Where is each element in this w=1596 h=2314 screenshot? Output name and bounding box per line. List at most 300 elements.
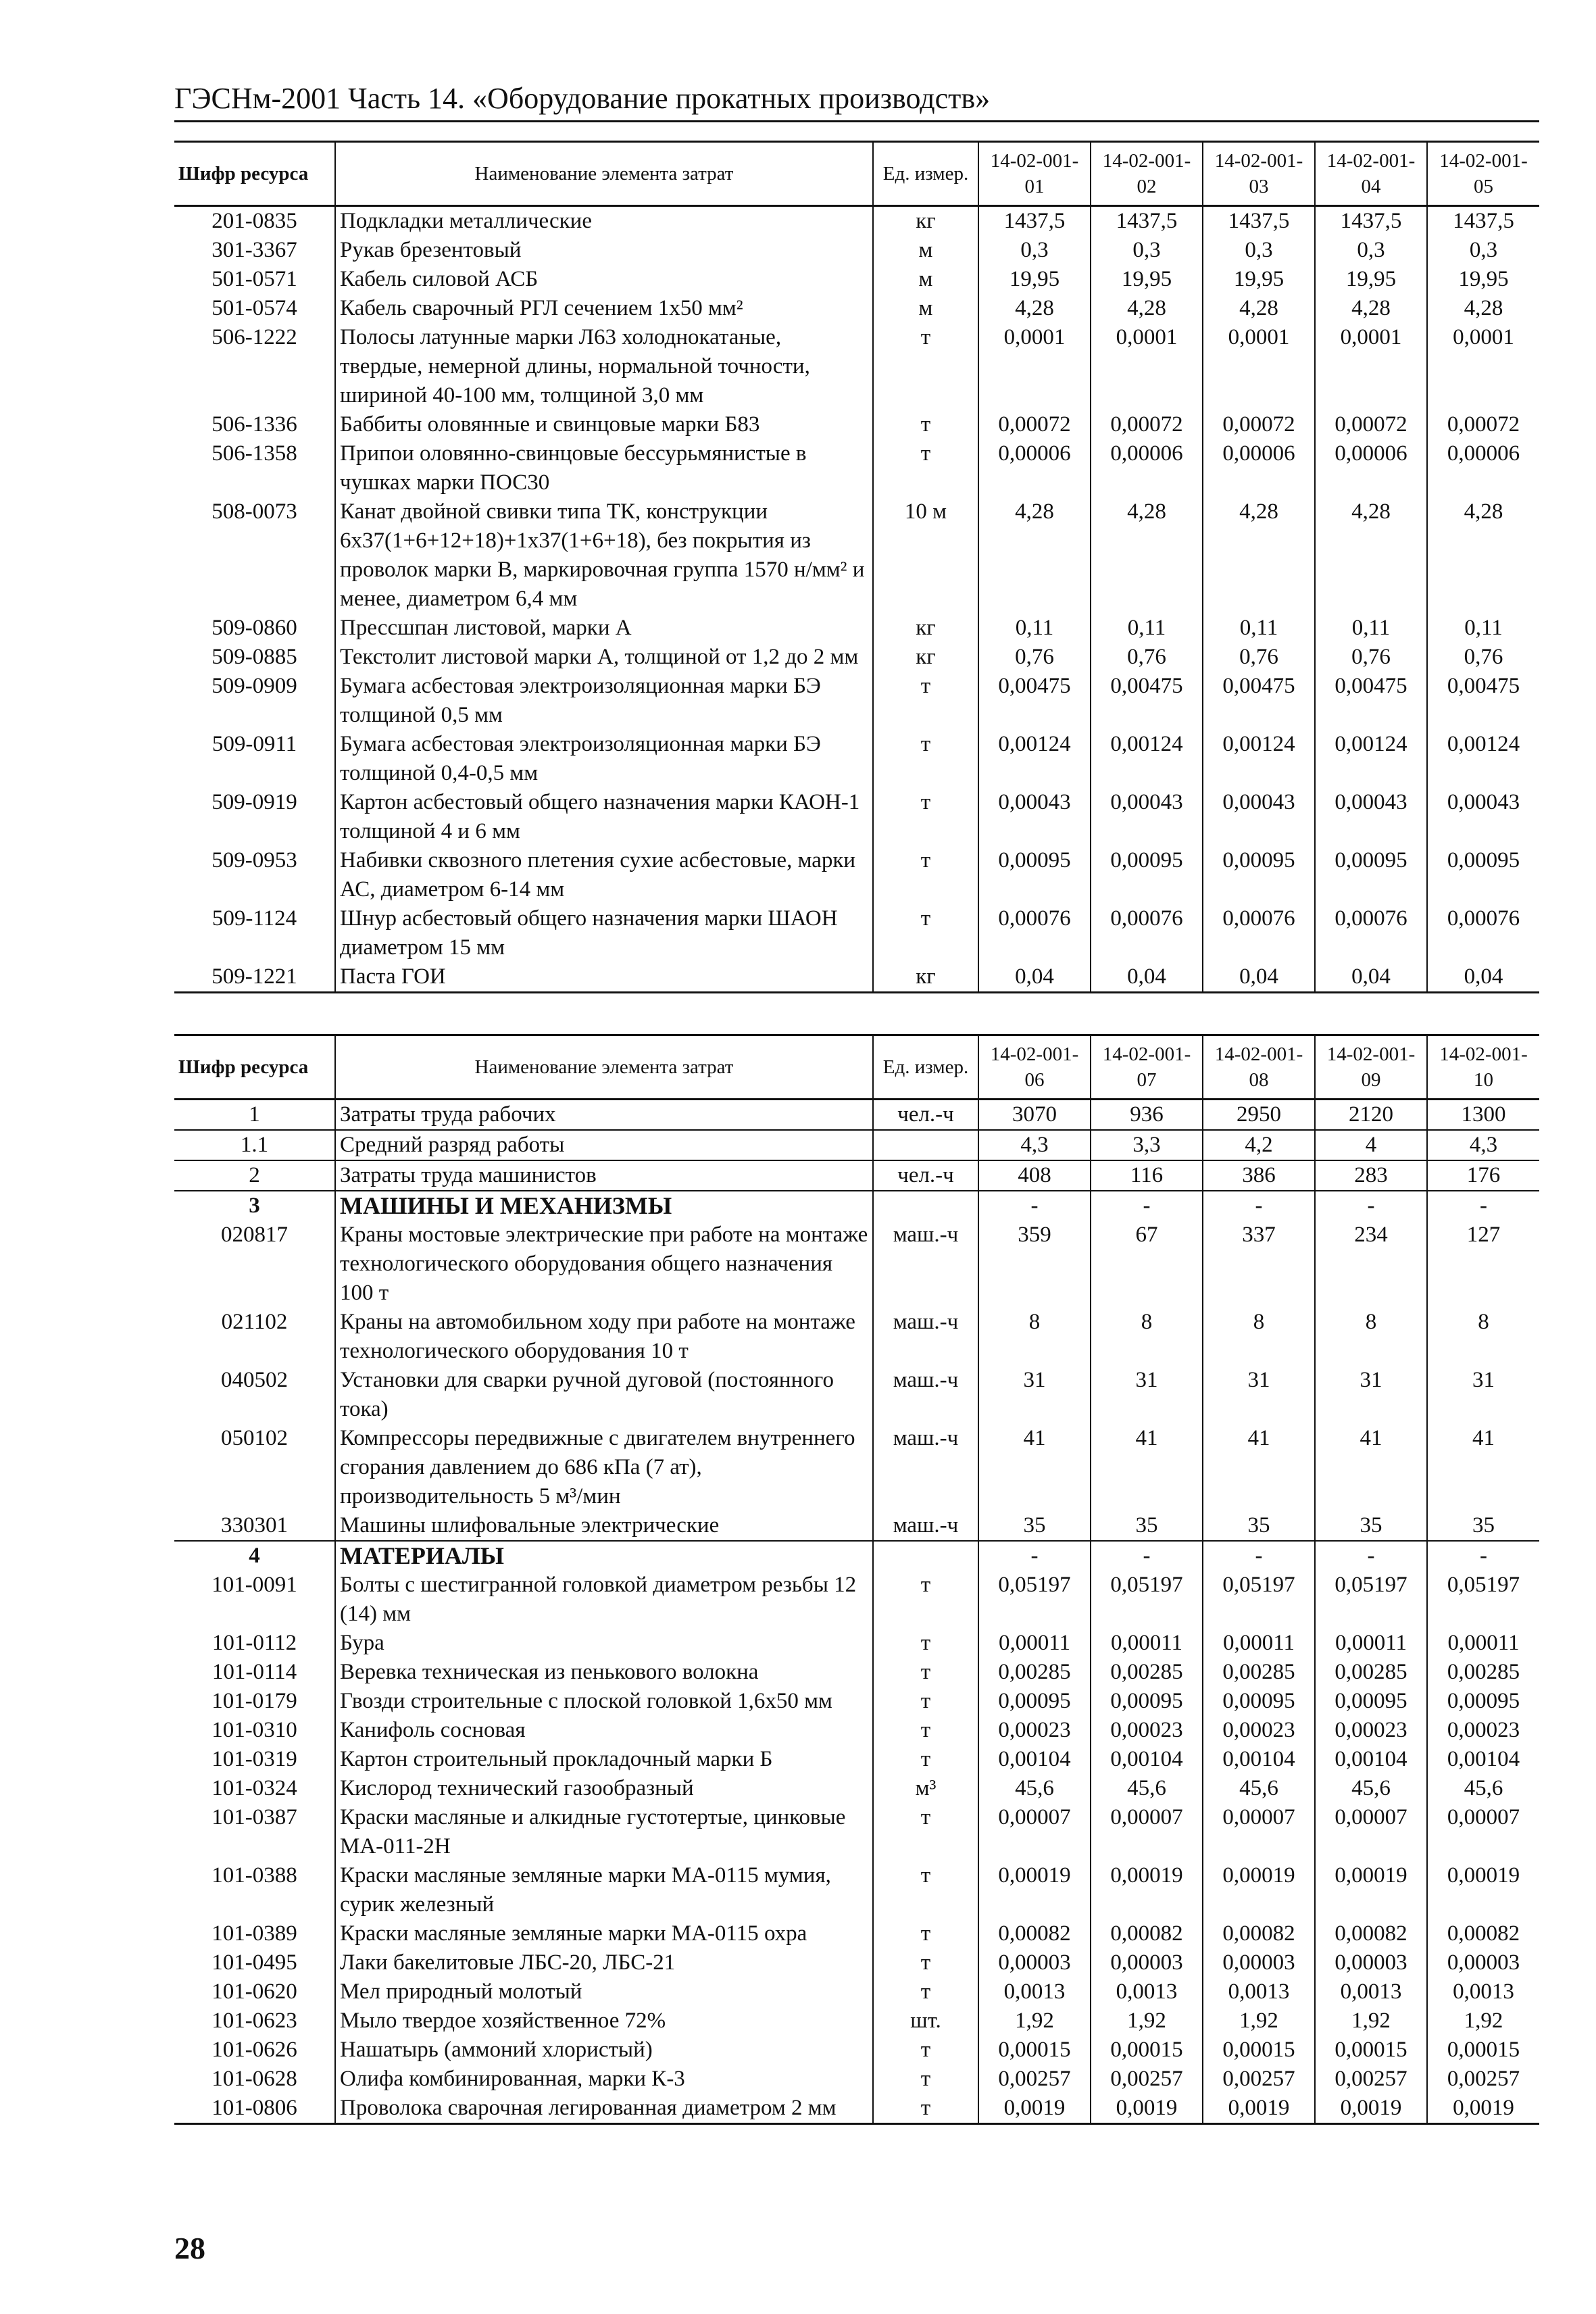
norm-value: 0,05197 <box>1203 1571 1315 1629</box>
resource-code: 506-1358 <box>211 441 297 466</box>
resource-code: 501-0571 <box>211 267 297 291</box>
table-row <box>174 1424 1539 1511</box>
column-header-name: Наименование элемента затрат <box>335 142 873 206</box>
resource-unit: т <box>873 1571 978 1629</box>
resource-code: 101-0387 <box>211 1805 297 1829</box>
norm-value: 0,0019 <box>1315 2094 1427 2124</box>
resource-unit: м³ <box>873 1774 978 1803</box>
norm-value: 8 <box>1203 1308 1315 1366</box>
resource-unit: кг <box>873 962 978 993</box>
norm-value: 4,3 <box>1427 1130 1539 1160</box>
norm-value: 19,95 <box>1315 265 1427 294</box>
norm-value: - <box>1091 1191 1203 1221</box>
norm-value: 0,00257 <box>1203 2065 1315 2094</box>
norm-value: 8 <box>1091 1308 1203 1366</box>
norm-value: 0,00475 <box>1203 672 1315 730</box>
table-row <box>174 236 1539 265</box>
resource-name: Картон асбестовый общего назначения марки КАОН-1 толщиной 4 и 6 мм <box>335 788 873 846</box>
norm-value: 0,00082 <box>1203 1919 1315 1948</box>
norm-value: 1437,5 <box>1091 206 1203 237</box>
resource-name: Краны на автомобильном ходу при работе на монтаже технологического оборудования 10 т <box>335 1308 873 1366</box>
section-row <box>174 1541 1539 1571</box>
resource-name: Краны мостовые электрические при работе на монтаже технологического оборудования общего назначения 100 т <box>335 1221 873 1308</box>
resource-unit: кг <box>873 206 978 237</box>
norm-value: 0,00003 <box>1427 1948 1539 1977</box>
norm-value: 0,00095 <box>1091 846 1203 904</box>
resource-unit: т <box>873 2094 978 2124</box>
norm-value: 0,00285 <box>1315 1658 1427 1687</box>
resource-code: 050102 <box>221 1426 288 1450</box>
norm-value: 0,00015 <box>1427 2036 1539 2065</box>
norm-value: 0,05197 <box>1315 1571 1427 1629</box>
norm-value: 0,00076 <box>978 904 1091 962</box>
resource-code: 101-0319 <box>211 1747 297 1771</box>
table-row <box>174 1774 1539 1803</box>
column-header-name: Наименование элемента затрат <box>335 1035 873 1100</box>
table-row <box>174 1861 1539 1919</box>
norm-value: 0,00006 <box>1203 439 1315 497</box>
column-header-norm-2: 14-02-001-02 <box>1091 142 1203 206</box>
table-row <box>174 497 1539 614</box>
norm-value: 1,92 <box>1091 2007 1203 2036</box>
norm-value: 1,92 <box>1427 2007 1539 2036</box>
resource-name: Текстолит листовой марки А, толщиной от 1,2 до 2 мм <box>335 643 873 672</box>
norm-value: 0,0019 <box>1427 2094 1539 2124</box>
norm-value: 41 <box>1091 1424 1203 1511</box>
section-row <box>174 1191 1539 1221</box>
norm-value: 0,00104 <box>1315 1745 1427 1774</box>
norm-value: 0,00006 <box>978 439 1091 497</box>
resource-name: Средний разряд работы <box>335 1130 873 1160</box>
resource-code: 3 <box>249 1193 260 1218</box>
table-row <box>174 788 1539 846</box>
norm-value: 31 <box>1091 1366 1203 1424</box>
resource-name: Кабель сварочный РГЛ сечением 1х50 мм² <box>335 294 873 323</box>
resource-name: Бумага асбестовая электроизоляционная марки БЭ толщиной 0,4-0,5 мм <box>335 730 873 788</box>
norm-value: 0,04 <box>1427 962 1539 993</box>
norm-value: 0,00124 <box>978 730 1091 788</box>
resource-unit: т <box>873 323 978 410</box>
table-row <box>174 2065 1539 2094</box>
resource-name: Бура <box>335 1629 873 1658</box>
norm-value: 0,05197 <box>978 1571 1091 1629</box>
resource-name: Нашатырь (аммоний хлористый) <box>335 2036 873 2065</box>
norm-value: 41 <box>1203 1424 1315 1511</box>
page-header <box>174 80 1539 122</box>
column-header-code: Шифр ресурса <box>174 142 335 206</box>
resource-name: Полосы латунные марки Л63 холоднокатаные, твердые, немерной длины, нормальной точности, шириной 40-100 мм, толщиной 3,0 мм <box>335 323 873 410</box>
norm-value: 1437,5 <box>1315 206 1427 237</box>
resource-code: 508-0073 <box>211 499 297 524</box>
resource-name: Краски масляные и алкидные густотертые, цинковые МА-011-2Н <box>335 1803 873 1861</box>
norm-value: 0,00095 <box>1091 1687 1203 1716</box>
norm-value: 4,28 <box>1427 294 1539 323</box>
table-header-row <box>174 1035 1539 1100</box>
resource-unit: т <box>873 1803 978 1861</box>
norm-value: 0,00019 <box>1091 1861 1203 1919</box>
norm-value: 936 <box>1091 1100 1203 1131</box>
norm-value: 0,04 <box>1203 962 1315 993</box>
resource-table-2 <box>174 1034 1539 2125</box>
resource-code: 101-0495 <box>211 1950 297 1975</box>
norm-value: 0,0013 <box>1091 1977 1203 2007</box>
norm-value: 41 <box>1427 1424 1539 1511</box>
resource-unit: т <box>873 1629 978 1658</box>
norm-value: 35 <box>978 1511 1091 1541</box>
resource-name: Кислород технический газообразный <box>335 1774 873 1803</box>
resource-unit: м <box>873 294 978 323</box>
resource-unit: т <box>873 1948 978 1977</box>
resource-name: Картон строительный прокладочный марки Б <box>335 1745 873 1774</box>
table-row <box>174 904 1539 962</box>
norm-value: - <box>1315 1191 1427 1221</box>
table-row <box>174 1511 1539 1541</box>
norm-value: 45,6 <box>1427 1774 1539 1803</box>
column-header-norm-1: 14-02-001-01 <box>978 142 1091 206</box>
norm-value: 0,00095 <box>1315 846 1427 904</box>
page-number: 28 <box>174 2231 205 2265</box>
resource-name: Припои оловянно-свинцовые бессурьмянистые в чушках марки ПОС30 <box>335 439 873 497</box>
norm-value: 1437,5 <box>1427 206 1539 237</box>
norm-value: 0,11 <box>1203 614 1315 643</box>
table-row <box>174 1100 1539 1131</box>
norm-value: 0,00043 <box>978 788 1091 846</box>
resource-code: 509-1124 <box>211 906 297 931</box>
resource-name: Прессшпан листовой, марки А <box>335 614 873 643</box>
table-row <box>174 410 1539 439</box>
norm-value: 0,00023 <box>1315 1716 1427 1745</box>
resource-code: 330301 <box>174 1511 335 1541</box>
table-row <box>174 1716 1539 1745</box>
resource-unit <box>873 1541 978 1571</box>
norm-value: 4,28 <box>978 497 1091 614</box>
norm-value: 19,95 <box>1091 265 1203 294</box>
table-row <box>174 1803 1539 1861</box>
resource-unit: чел.-ч <box>873 1160 978 1191</box>
norm-value: - <box>1203 1541 1315 1571</box>
norm-value: 0,00003 <box>1203 1948 1315 1977</box>
resource-code: 101-0628 <box>211 2067 297 2091</box>
norm-value: 2950 <box>1203 1100 1315 1131</box>
resource-code: 101-0626 <box>211 2038 297 2062</box>
resource-name: Затраты труда машинистов <box>335 1160 873 1191</box>
norm-value: 408 <box>978 1160 1091 1191</box>
norm-value: 0,00124 <box>1315 730 1427 788</box>
table-row <box>174 1308 1539 1366</box>
resource-table-1 <box>174 141 1539 993</box>
norm-value: 386 <box>1203 1160 1315 1191</box>
table-row <box>174 672 1539 730</box>
norm-value: 0,3 <box>1315 236 1427 265</box>
column-header-norm-8: 14-02-001-08 <box>1203 1035 1315 1100</box>
norm-value: 283 <box>1315 1160 1427 1191</box>
resource-code: 509-1221 <box>174 962 335 993</box>
resource-code: 509-0885 <box>211 645 297 669</box>
norm-value: 0,76 <box>1203 643 1315 672</box>
resource-code: 101-0620 <box>211 1979 297 2004</box>
norm-value: 4,28 <box>978 294 1091 323</box>
norm-value: 0,00007 <box>1315 1803 1427 1861</box>
norm-value: 0,00015 <box>1315 2036 1427 2065</box>
norm-value: 0,00095 <box>1427 846 1539 904</box>
resource-code: 201-0835 <box>211 209 297 233</box>
column-header-norm-6: 14-02-001-06 <box>978 1035 1091 1100</box>
resource-code: 509-0909 <box>211 674 297 698</box>
column-header-norm-10: 14-02-001-10 <box>1427 1035 1539 1100</box>
resource-code: 020817 <box>221 1223 288 1247</box>
resource-code: 101-0179 <box>211 1689 297 1713</box>
norm-value: 0,00095 <box>1427 1687 1539 1716</box>
resource-unit: т <box>873 1716 978 1745</box>
norm-value: 4 <box>1315 1130 1427 1160</box>
norm-value: 0,00019 <box>978 1861 1091 1919</box>
resource-unit: шт. <box>873 2007 978 2036</box>
norm-value: 0,00003 <box>978 1948 1091 1977</box>
norm-value: 0,00076 <box>1091 904 1203 962</box>
norm-value: 0,00082 <box>1315 1919 1427 1948</box>
table-row <box>174 643 1539 672</box>
resource-code: 1.1 <box>174 1130 335 1160</box>
resource-unit: т <box>873 410 978 439</box>
resource-code: 101-0114 <box>211 1660 297 1684</box>
norm-value: 45,6 <box>1091 1774 1203 1803</box>
table-row <box>174 1977 1539 2007</box>
norm-value: 234 <box>1315 1221 1427 1308</box>
column-header-code: Шифр ресурса <box>174 1035 335 1100</box>
norm-value: 0,0001 <box>1091 323 1203 410</box>
table-row <box>174 730 1539 788</box>
norm-value: 0,00015 <box>1091 2036 1203 2065</box>
table-row <box>174 614 1539 643</box>
norm-value: 45,6 <box>1203 1774 1315 1803</box>
norm-value: 0,00475 <box>1315 672 1427 730</box>
table-row <box>174 1629 1539 1658</box>
resource-name: Установки для сварки ручной дуговой (постоянного тока) <box>335 1366 873 1424</box>
table-row <box>174 962 1539 993</box>
table-row <box>174 439 1539 497</box>
norm-value: 0,0001 <box>978 323 1091 410</box>
norm-value: 0,00076 <box>1203 904 1315 962</box>
norm-value: 19,95 <box>1203 265 1315 294</box>
norm-value: 0,76 <box>1315 643 1427 672</box>
norm-value: 4,28 <box>1427 497 1539 614</box>
resource-unit: маш.-ч <box>873 1424 978 1511</box>
resource-unit: т <box>873 1919 978 1948</box>
norm-value: 1,92 <box>1203 2007 1315 2036</box>
norm-value: 8 <box>1315 1308 1427 1366</box>
norm-value: 0,00475 <box>1427 672 1539 730</box>
norm-value: 0,00095 <box>978 1687 1091 1716</box>
resource-name: Затраты труда рабочих <box>335 1100 873 1131</box>
table-row <box>174 1687 1539 1716</box>
resource-code: 506-1222 <box>211 325 297 349</box>
resource-code: 101-0389 <box>211 1921 297 1946</box>
norm-value: 3,3 <box>1091 1130 1203 1160</box>
norm-value: 19,95 <box>978 265 1091 294</box>
column-header-norm-3: 14-02-001-03 <box>1203 142 1315 206</box>
norm-value: 116 <box>1091 1160 1203 1191</box>
resource-name: Бумага асбестовая электроизоляционная марки БЭ толщиной 0,5 мм <box>335 672 873 730</box>
table-body <box>174 1100 1539 2124</box>
norm-value: - <box>978 1541 1091 1571</box>
norm-value: 0,00003 <box>1091 1948 1203 1977</box>
norm-value: - <box>1427 1191 1539 1221</box>
resource-code: 301-3367 <box>211 238 297 262</box>
resource-code: 509-0860 <box>211 616 297 640</box>
norm-value: 0,00019 <box>1315 1861 1427 1919</box>
norm-value: 1,92 <box>1315 2007 1427 2036</box>
table-row <box>174 1919 1539 1948</box>
norm-value: 35 <box>1091 1511 1203 1541</box>
norm-value: 1300 <box>1427 1100 1539 1131</box>
table-row <box>174 1745 1539 1774</box>
norm-value: 0,76 <box>1427 643 1539 672</box>
norm-value: 0,0019 <box>1091 2094 1203 2124</box>
norm-value: 176 <box>1427 1160 1539 1191</box>
norm-value: 0,00043 <box>1427 788 1539 846</box>
norm-value: 0,00019 <box>1427 1861 1539 1919</box>
resource-name: Машины шлифовальные электрические <box>335 1511 873 1541</box>
norm-value: 1437,5 <box>978 206 1091 237</box>
table-header-row <box>174 142 1539 206</box>
norm-value: 0,05197 <box>1091 1571 1203 1629</box>
norm-value: - <box>1091 1541 1203 1571</box>
norm-value: 0,00095 <box>1315 1687 1427 1716</box>
norm-value: 31 <box>1427 1366 1539 1424</box>
norm-value: 0,00007 <box>978 1803 1091 1861</box>
table-row <box>174 846 1539 904</box>
norm-value: 31 <box>1203 1366 1315 1424</box>
norm-value: 0,00043 <box>1203 788 1315 846</box>
resource-name: Компрессоры передвижные с двигателем внутреннего сгорания давлением до 686 кПа (7 ат), производительность 5 м³/мин <box>335 1424 873 1511</box>
norm-value: 8 <box>978 1308 1091 1366</box>
norm-value: 4,28 <box>1091 294 1203 323</box>
table-row <box>174 206 1539 237</box>
resource-name: МАШИНЫ И МЕХАНИЗМЫ <box>335 1191 873 1221</box>
resource-unit: маш.-ч <box>873 1511 978 1541</box>
resource-name: Кабель силовой АСБ <box>335 265 873 294</box>
resource-code: 101-0623 <box>211 2009 297 2033</box>
resource-unit: т <box>873 730 978 788</box>
norm-value: 0,3 <box>1427 236 1539 265</box>
resource-name: Подкладки металлические <box>335 206 873 237</box>
norm-value: 0,3 <box>1091 236 1203 265</box>
resource-code: 509-0911 <box>211 732 297 756</box>
norm-value: 0,00285 <box>1427 1658 1539 1687</box>
resource-unit: маш.-ч <box>873 1366 978 1424</box>
norm-value: 0,00011 <box>1315 1629 1427 1658</box>
norm-value: 0,00076 <box>1427 904 1539 962</box>
resource-name: Краски масляные земляные марки МА-0115 охра <box>335 1919 873 1948</box>
resource-name: МАТЕРИАЛЫ <box>335 1541 873 1571</box>
norm-value: 31 <box>978 1366 1091 1424</box>
norm-value: 4,28 <box>1203 294 1315 323</box>
norm-value: 0,0001 <box>1427 323 1539 410</box>
norm-value: 4,2 <box>1203 1130 1315 1160</box>
norm-value: 67 <box>1091 1221 1203 1308</box>
resource-name: Проволока сварочная легированная диаметром 2 мм <box>335 2094 873 2124</box>
resource-unit: т <box>873 1861 978 1919</box>
resource-name: Веревка техническая из пенькового волокна <box>335 1658 873 1687</box>
resource-code: 509-0953 <box>211 848 297 872</box>
norm-value: 0,3 <box>978 236 1091 265</box>
norm-value: 0,00072 <box>1427 410 1539 439</box>
table-row <box>174 1571 1539 1629</box>
norm-value: 0,00285 <box>1203 1658 1315 1687</box>
norm-value: 0,00124 <box>1427 730 1539 788</box>
norm-value: 0,0001 <box>1203 323 1315 410</box>
resource-unit <box>873 1191 978 1221</box>
norm-value: 0,00124 <box>1203 730 1315 788</box>
norm-value: 0,0013 <box>1203 1977 1315 2007</box>
norm-value: 0,00104 <box>1091 1745 1203 1774</box>
column-header-norm-4: 14-02-001-04 <box>1315 142 1427 206</box>
norm-value: 0,04 <box>1315 962 1427 993</box>
norm-value: 8 <box>1427 1308 1539 1366</box>
norm-value: 0,11 <box>1427 614 1539 643</box>
norm-value: 0,00475 <box>978 672 1091 730</box>
table-row <box>174 1221 1539 1308</box>
resource-code: 101-0091 <box>211 1573 297 1597</box>
resource-name: Мыло твердое хозяйственное 72% <box>335 2007 873 2036</box>
norm-value: 45,6 <box>978 1774 1091 1803</box>
resource-name: Баббиты оловянные и свинцовые марки Б83 <box>335 410 873 439</box>
resource-code: 501-0574 <box>211 296 297 320</box>
column-header-unit: Ед. измер. <box>873 1035 978 1100</box>
norm-value: 0,3 <box>1203 236 1315 265</box>
resource-unit: кг <box>873 614 978 643</box>
resource-unit: чел.-ч <box>873 1100 978 1131</box>
norm-value: 41 <box>1315 1424 1427 1511</box>
resource-code: 101-0806 <box>174 2094 335 2124</box>
norm-value: 0,00023 <box>1427 1716 1539 1745</box>
norm-value: 0,00003 <box>1315 1948 1427 1977</box>
norm-value: 1437,5 <box>1203 206 1315 237</box>
norm-value: - <box>1427 1541 1539 1571</box>
resource-name: Рукав брезентовый <box>335 236 873 265</box>
resource-unit: т <box>873 1977 978 2007</box>
norm-value: 0,00104 <box>978 1745 1091 1774</box>
norm-value: 0,0019 <box>1203 2094 1315 2124</box>
resource-name: Мел природный молотый <box>335 1977 873 2007</box>
table-body <box>174 206 1539 993</box>
table-row <box>174 1366 1539 1424</box>
norm-value: 0,00124 <box>1091 730 1203 788</box>
norm-value: 0,00475 <box>1091 672 1203 730</box>
norm-value: 0,00082 <box>1091 1919 1203 1948</box>
norm-value: 0,0013 <box>978 1977 1091 2007</box>
norm-value: 0,00043 <box>1315 788 1427 846</box>
norm-value: 0,04 <box>978 962 1091 993</box>
norm-value: 19,95 <box>1427 265 1539 294</box>
resource-name: Гвозди строительные с плоской головкой 1,6х50 мм <box>335 1687 873 1716</box>
norm-value: 0,00082 <box>978 1919 1091 1948</box>
norm-value: 359 <box>978 1221 1091 1308</box>
page-header-title: ГЭСНм-2001 Часть 14. «Оборудование прокатных производств» <box>174 82 991 115</box>
norm-value: 0,00257 <box>1091 2065 1203 2094</box>
resource-unit: м <box>873 236 978 265</box>
norm-value: 41 <box>978 1424 1091 1511</box>
column-header-norm-7: 14-02-001-07 <box>1091 1035 1203 1100</box>
table-row <box>174 265 1539 294</box>
norm-value: 0,00015 <box>1203 2036 1315 2065</box>
norm-value: 0,11 <box>1091 614 1203 643</box>
resource-unit: маш.-ч <box>873 1221 978 1308</box>
norm-value: 127 <box>1427 1221 1539 1308</box>
norm-value: 0,0019 <box>978 2094 1091 2124</box>
resource-code: 101-0112 <box>211 1631 297 1655</box>
norm-value: 0,00007 <box>1427 1803 1539 1861</box>
